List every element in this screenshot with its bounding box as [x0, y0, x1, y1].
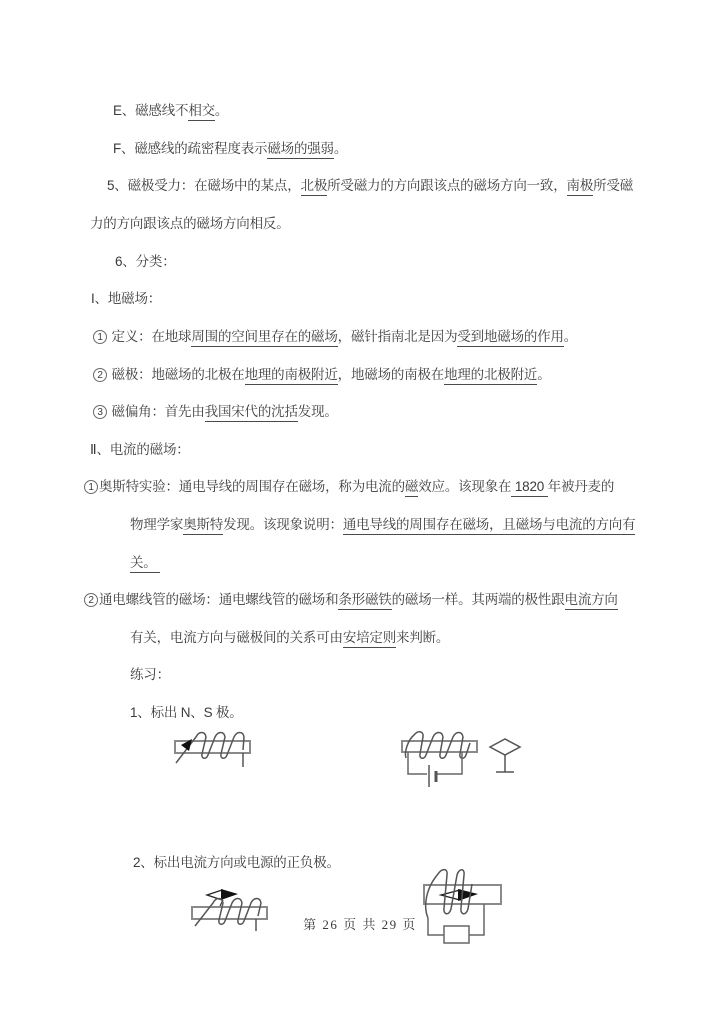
text-segment: 的磁场一样。其两端的极性跟 [391, 592, 565, 607]
underlined-text: 相交 [188, 103, 215, 121]
underlined-text: 磁 [405, 479, 418, 497]
compass-needle-diamond [490, 739, 520, 755]
text-line [107, 178, 633, 194]
text-segment: 磁偏角：首先由 [108, 404, 205, 419]
text-segment: 力的方向跟该点的磁场方向相反。 [90, 216, 290, 231]
text-segment: 来判断。 [396, 630, 450, 645]
text-segment: 。 [563, 329, 578, 344]
text-segment: 5、磁极受力：在磁场中的某点， [107, 178, 301, 193]
text-segment: 奥斯特实验：通电导线的周围存在磁场，称为电流的 [99, 479, 405, 494]
text-line [84, 479, 614, 495]
text-line [113, 141, 347, 157]
underlined-text: 地理的北极附近 [444, 367, 537, 385]
text-segment: 磁极：地磁场的北极在 [108, 367, 245, 382]
solenoid-battery-compass-diagram [398, 728, 528, 792]
text-line [90, 442, 190, 458]
circuit-wire-left [408, 752, 427, 774]
underlined-text: 地理的南极附近 [245, 367, 338, 385]
text-segment: ，地磁场的南极在 [337, 367, 445, 382]
text-line [130, 517, 635, 533]
text-line [93, 404, 338, 420]
text-line [84, 592, 618, 608]
text-segment: 物理学家 [130, 517, 184, 532]
text-line [133, 855, 340, 871]
circled-number: 2 [84, 593, 98, 607]
text-segment: ，磁针指南北是因为 [337, 329, 458, 344]
text-segment: I、地磁场： [91, 291, 162, 306]
circled-number: 1 [93, 330, 107, 344]
text-segment: 所受磁力的方向跟该点的磁场方向一致， [327, 178, 567, 193]
underlined-text: 受到地磁场的作用 [457, 329, 563, 347]
underlined-text: 我国宋代的沈括 [205, 404, 298, 422]
text-line [130, 705, 243, 721]
underlined-text: 安培定则 [343, 630, 396, 648]
underlined-text: 周围的空间里存在的磁场 [191, 329, 337, 347]
circled-number: 1 [84, 480, 98, 494]
underlined-text: 奥斯特 [183, 517, 223, 535]
underlined-text: 北极 [301, 178, 328, 196]
solenoid-with-current-arrow-diagram [158, 728, 258, 776]
text-segment: 1、标出 N、S 极。 [130, 705, 243, 720]
text-line [130, 630, 449, 646]
text-segment: 通电螺线管的磁场：通电螺线管的磁场和 [99, 592, 339, 607]
underlined-text: 磁场的强弱 [267, 141, 334, 159]
text-segment: 2、标出电流方向或电源的正负极。 [133, 855, 340, 870]
text-segment: 。 [333, 141, 348, 156]
text-segment: 发现。该现象说明： [223, 517, 343, 532]
text-segment: 有关，电流方向与磁极间的关系可由 [130, 630, 343, 645]
text-segment: 效应。该现象在 [418, 479, 512, 494]
text-segment: 所受磁 [593, 178, 634, 193]
text-line [113, 103, 228, 119]
circled-number: 3 [93, 405, 107, 419]
solenoid-power-box-diagram [418, 864, 513, 952]
underlined-text: 电流方向 [565, 592, 618, 610]
text-line [130, 667, 170, 683]
underlined-text: 南极 [567, 178, 594, 196]
underlined-text: 条形磁铁 [338, 592, 391, 610]
text-segment: F、磁感线的疏密程度表示 [113, 141, 268, 156]
text-segment: Ⅱ、电流的磁场： [90, 442, 190, 457]
text-line [115, 254, 176, 270]
circuit-wire-right [437, 752, 462, 774]
circled-number: 2 [93, 368, 107, 382]
underlined-text: 1820 [511, 479, 547, 497]
text-segment: 定义：在地球 [108, 329, 192, 344]
text-segment: E、磁感线不 [113, 103, 189, 118]
text-segment: 6、分类： [115, 254, 176, 269]
text-line [91, 291, 161, 307]
page-footer: 第 26 页 共 29 页 [303, 917, 417, 932]
text-segment: 。 [214, 103, 229, 118]
text-segment: 。 [537, 367, 551, 382]
text-line [93, 329, 577, 345]
text-segment: 发现。 [297, 404, 338, 419]
text-line [130, 555, 160, 571]
text-segment: 年被丹麦的 [547, 479, 615, 494]
text-line [93, 367, 551, 383]
solenoid-core [402, 741, 477, 752]
underlined-text: 通电导线的周围存在磁场，且磁场与电流的方向有 [343, 517, 636, 535]
underlined-text: 关。 [130, 555, 160, 573]
text-segment: 练习： [130, 667, 170, 682]
text-line [90, 216, 290, 232]
